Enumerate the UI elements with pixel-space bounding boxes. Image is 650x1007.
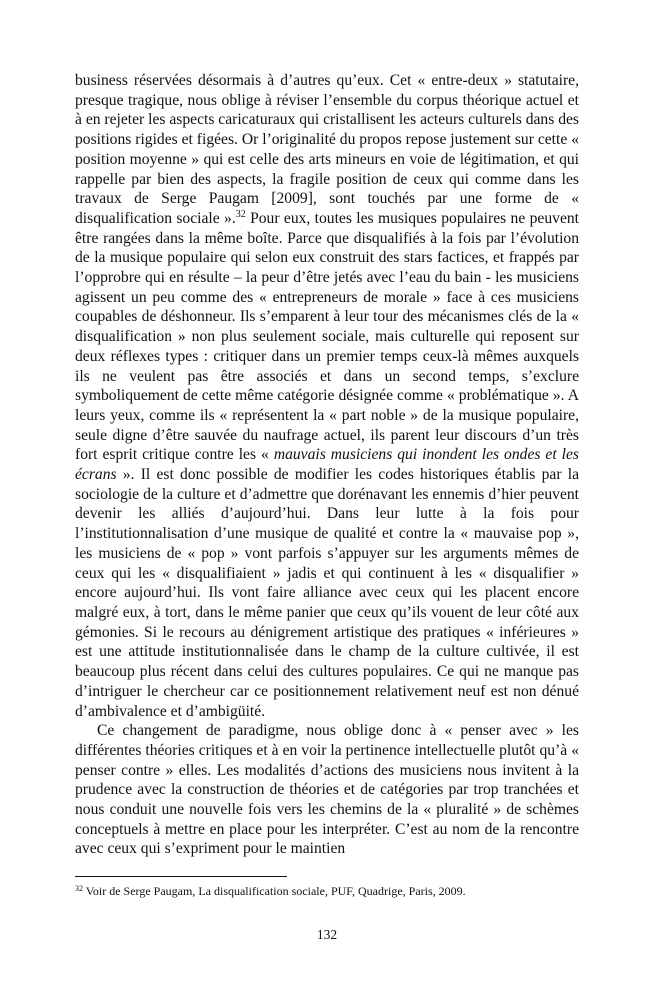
- paragraph-2: Ce changement de paradigme, nous oblige donc à « penser avec » les différentes théories critiques et à en voir la pertinence intellectuelle plutôt qu’à « penser contre » elles. Les modalités d’actions des musiciens nous invitent à la prudence avec la construction de théories et de catégories par trop tranchées et nous conduit une nouvelle fois vers les chemins de la « pluralité » de schèmes conceptuels à mettre en place pour les interpréter. C’est au nom de la rencontre avec ceux qui s’expriment pour le maintien: [75, 722, 579, 858]
- page-number: 132: [316, 927, 338, 942]
- paragraph-1-text-c: ». Il est donc possible de modifier les codes historiques établis par la sociologie de la culture et d’admettre que dorénavant les ennemis d’hier peuvent devenir les alliés d’aujourd’hui. Dans leur lutte à la fois pour l’institutionnalisation d’une musique de qualité et contre la « mauvaise pop », les musiciens de « pop » vont parfois s’appuyer sur les arguments mêmes de ceux qui les « disqualifiaient » jadis et qui continuent à les « disqualifier » encore aujourd’hui. Ils vont faire alliance avec ceux qui les placent encore malgré eux, à tort, dans le même panier que ceux qu’ils vouent de leur côté aux gémonies. Si le recours au dénigrement artistique des pratiques « inférieures » est une attitude institutionnalisée dans le champ de la culture cultivée, il est beaucoup plus récent dans celui des cultures populaires. Ce qui ne manque pas d’intriguer le chercheur car ce positionnement relativement neuf est non dénué d’ambivalence et d’ambigüité.: [75, 466, 579, 720]
- page-body: [75, 71, 579, 859]
- paragraph-1-text-a: business réservées désormais à d’autres qu’eux. Cet « entre-deux » statutaire, presque tragique, nous oblige à réviser l’ensemble du corpus théorique actuel et à en rejeter les aspects caricaturaux qui cristallisent les acteurs culturels dans des positions rigides et figées. Or l’originalité du propos repose justement sur cette « position moyenne » qui est celle des arts mineurs en voie de légitimation, et qui rappelle par bien des aspects, la fragile position de ceux qui comme dans les travaux de Serge Paugam [2009], sont touchés par une forme de « disqualification sociale ».: [75, 72, 579, 227]
- italic-quote: mauvais musiciens qui inondent les ondes et les écrans: [75, 446, 579, 484]
- footnote-text: Voir de Serge Paugam, La disqualification sociale, PUF, Quadrige, Paris, 2009.: [83, 884, 466, 898]
- footnote-reference[interactable]: 32: [235, 208, 246, 220]
- footnote: [75, 884, 579, 899]
- paragraph-1-text-b: Pour eux, toutes les musiques populaires ne peuvent être rangées dans la même boîte. Parce que disqualifiés à la fois par l’évolution de la musique populaire qui selon eux construit des stars factices, et frappés par l’opprobre qui en résulte – la peur d’être jetés avec l’eau du bain - les musiciens agissent un peu comme des « entrepreneurs de morale » face à ces musiciens coupables de déshonneur. Ils s’emparent à leur tour des mécanismes clés de la « disqualification » non plus seulement sociale, mais culturelle qui reposent sur deux réflexes types : critiquer dans un premier temps ceux-là mêmes auxquels ils ne veulent pas être associés et dans un second temps, s’exclure symboliquement de cette même catégorie désignée comme « problématique ». A leurs yeux, comme ils « représentent la « part noble » de la musique populaire, seule digne d’être sauvée du naufrage actuel, ils parent leur discours d’un très fort esprit critique contre les «: [75, 209, 579, 464]
- footnote-separator: [75, 876, 287, 877]
- paragraph-1: [75, 71, 579, 721]
- footnote-number: 32: [75, 884, 83, 893]
